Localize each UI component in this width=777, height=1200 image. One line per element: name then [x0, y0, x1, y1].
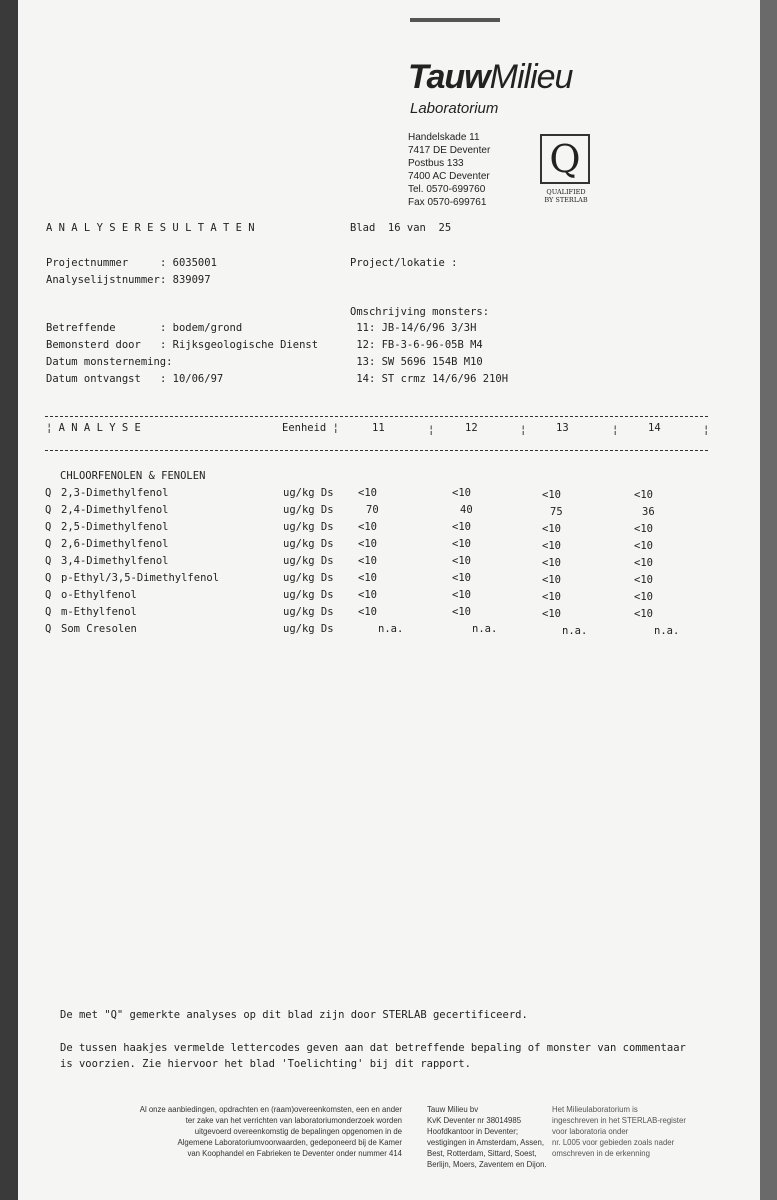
address-line: Handelskade 11 [408, 132, 480, 143]
result-value: <10 [542, 523, 561, 535]
analyte-name: 2,3-Dimethylfenol [61, 487, 169, 499]
sample-description: 14: ST crmz 14/6/96 210H [350, 373, 509, 385]
sterlab-text [530, 188, 602, 204]
col-sample: 12 [465, 422, 478, 434]
result-value: <10 [358, 538, 377, 550]
result-value: 36 [642, 506, 655, 518]
result-value: 40 [460, 504, 473, 516]
meta-label: Datum monsterneming: [46, 356, 173, 368]
q-mark: Q [45, 521, 52, 533]
unit: ug/kg Ds [283, 623, 334, 635]
result-value: <10 [358, 487, 377, 499]
result-value: <10 [634, 591, 653, 603]
analyte-name: 3,4-Dimethylfenol [61, 555, 169, 567]
report-title: A N A L Y S E R E S U L T A T E N [46, 222, 255, 234]
unit: ug/kg Ds [283, 538, 334, 550]
result-value: <10 [542, 608, 561, 620]
section-title: CHLOORFENOLEN & FENOLEN [60, 470, 206, 482]
col-separator: ¦ [612, 424, 619, 436]
footer-terms: Al onze aanbiedingen, opdrachten en (raam)overeenkomsten, een en ander ter zake van het verrichten van laboratoriumonderzoek worden uitgevoerd overeenkomstig de bepalingen opgenomen in de Algemene Laboratoriumvoorwaarden, gedeponeerd bij de Kamer van Koophandel en Fabrieken te Deventer onder nummer 414 [139, 1105, 402, 1158]
unit: ug/kg Ds [283, 572, 334, 584]
sterlab-q-icon: Q [540, 134, 590, 184]
q-mark: Q [45, 538, 52, 550]
analyte-name: Som Cresolen [61, 623, 137, 635]
address-line: 7400 AC Deventer [408, 171, 490, 182]
result-value: n.a. [562, 625, 588, 637]
meta-value: : bodem/grond [160, 322, 243, 334]
meta-value: : 10/06/97 [160, 373, 224, 385]
meta-label: Analyselijstnummer [46, 274, 167, 286]
result-value: <10 [634, 489, 653, 501]
q-mark: Q [45, 487, 52, 499]
meta-value: : Rijksgeologische Dienst [160, 339, 319, 351]
result-value: <10 [542, 591, 561, 603]
sample-description: 12: FB-3-6-96-05B M4 [350, 339, 483, 351]
result-value: <10 [452, 487, 471, 499]
note: De tussen haakjes vermelde lettercodes geven aan dat betreffende bepaling of monster van commentaar [60, 1042, 686, 1054]
result-value: <10 [634, 574, 653, 586]
col-sample: 13 [556, 422, 569, 434]
result-value: <10 [452, 538, 471, 550]
col-analyse: ¦ A N A L Y S E [46, 422, 141, 434]
result-value: <10 [542, 540, 561, 552]
unit: ug/kg Ds [283, 521, 334, 533]
q-mark: Q [45, 623, 52, 635]
q-mark: Q [45, 572, 52, 584]
meta-value: : 6035001 [160, 257, 217, 269]
result-value: <10 [542, 574, 561, 586]
col-sample: 11 [372, 422, 385, 434]
address-line: Tel. 0570-699760 [408, 184, 486, 195]
divider [45, 450, 708, 451]
divider [45, 416, 708, 417]
result-value: <10 [452, 572, 471, 584]
result-value: 75 [550, 506, 563, 518]
result-value: <10 [634, 523, 653, 535]
result-value: <10 [452, 555, 471, 567]
footer-sterlab: Het Milieulaboratorium is ingeschreven in het STERLAB-register voor laboratoria onder nr. L005 voor gebieden zoals nader omschreven in de erkenning [552, 1105, 686, 1158]
unit: ug/kg Ds [283, 606, 334, 618]
meta-label: Bemonsterd door [46, 339, 167, 351]
result-value: <10 [452, 521, 471, 533]
page-count: Blad 16 van 25 [350, 222, 452, 234]
result-value: <10 [452, 606, 471, 618]
meta-label: Betreffende [46, 322, 167, 334]
meta-value: : 839097 [160, 274, 211, 286]
result-value: <10 [358, 521, 377, 533]
analyte-name: 2,5-Dimethylfenol [61, 521, 169, 533]
address-line: Postbus 133 [408, 158, 464, 169]
analyte-name: 2,6-Dimethylfenol [61, 538, 169, 550]
q-mark: Q [45, 589, 52, 601]
note: De met "Q" gemerkte analyses op dit blad zijn door STERLAB gecertificeerd. [60, 1009, 528, 1021]
footer-company: Tauw Milieu bv KvK Deventer nr 38014985 Hoofdkantoor in Deventer; vestigingen in Amsterdam, Assen, Best, Rotterdam, Sittard, Soest, Berlijn, Moers, Zaventem en Dijon. [427, 1105, 547, 1169]
result-value: n.a. [378, 623, 404, 635]
result-value: <10 [358, 589, 377, 601]
unit: ug/kg Ds [283, 487, 334, 499]
col-separator: ¦ [428, 424, 435, 436]
meta-label: Datum ontvangst [46, 373, 167, 385]
address-line: 7417 DE Deventer [408, 145, 491, 156]
analyte-name: 2,4-Dimethylfenol [61, 504, 169, 516]
col-separator: ¦ [703, 424, 710, 436]
qualified-line: QUALIFIED [546, 188, 586, 196]
qualified-line: BY STERLAB [544, 196, 588, 204]
q-mark: Q [45, 606, 52, 618]
result-value: <10 [542, 557, 561, 569]
q-mark: Q [45, 504, 52, 516]
unit: ug/kg Ds [283, 504, 334, 516]
omschrijving-title: Omschrijving monsters: [350, 306, 490, 318]
unit: ug/kg Ds [283, 555, 334, 567]
address-block [408, 131, 490, 209]
top-bar [410, 18, 500, 22]
result-value: <10 [358, 572, 377, 584]
col-sample: 14 [648, 422, 661, 434]
result-value: <10 [634, 608, 653, 620]
col-eenheid: Eenheid ¦ [282, 422, 339, 434]
sample-description: 11: JB-14/6/96 3/3H [350, 322, 477, 334]
result-value: <10 [358, 606, 377, 618]
logo-subtitle: Laboratorium [410, 100, 499, 117]
company-logo [408, 58, 572, 97]
logo-bold: Tauw [408, 58, 490, 96]
address-line: Fax 0570-699761 [408, 197, 487, 208]
project-lokatie: Project/lokatie : [350, 257, 458, 269]
analyte-name: o-Ethylfenol [61, 589, 137, 601]
result-value: n.a. [654, 625, 680, 637]
result-value: 70 [366, 504, 379, 516]
analyte-name: m-Ethylfenol [61, 606, 137, 618]
result-value: <10 [358, 555, 377, 567]
unit: ug/kg Ds [283, 589, 334, 601]
result-value: n.a. [472, 623, 498, 635]
analyte-name: p-Ethyl/3,5-Dimethylfenol [61, 572, 220, 584]
col-separator: ¦ [520, 424, 527, 436]
page-edge [760, 0, 777, 1200]
result-value: <10 [634, 540, 653, 552]
result-value: <10 [452, 589, 471, 601]
q-mark: Q [45, 555, 52, 567]
result-value: <10 [542, 489, 561, 501]
sample-description: 13: SW 5696 154B M10 [350, 356, 483, 368]
result-value: <10 [634, 557, 653, 569]
note: is voorzien. Zie hiervoor het blad 'Toelichting' bij dit rapport. [60, 1058, 471, 1070]
meta-label: Projectnummer [46, 257, 167, 269]
logo-rest: Milieu [489, 58, 573, 96]
